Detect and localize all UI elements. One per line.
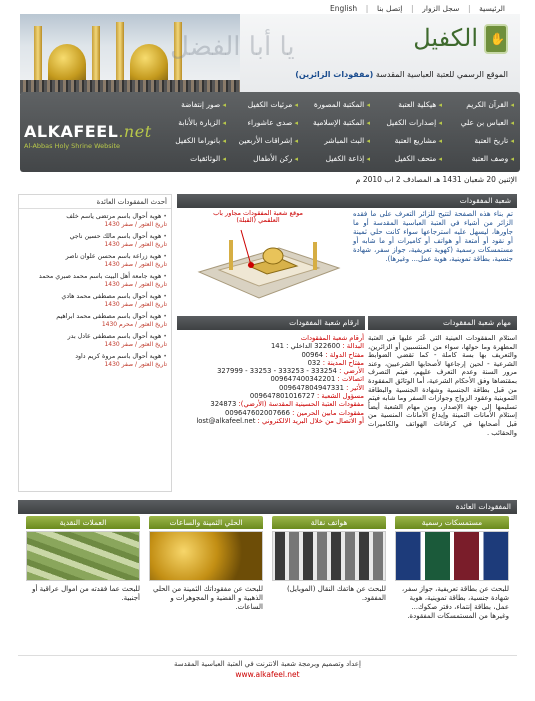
brand-subtitle: Al-Abbas Holy Shrine Website <box>24 142 120 150</box>
contact-label: مفقودات مابين الحرمين : <box>292 408 364 417</box>
list-item[interactable] <box>19 253 171 269</box>
list-item-date: تاريخ العثور / صفر 1430 <box>104 301 167 308</box>
contact-row <box>180 334 364 342</box>
contact-row <box>180 351 364 359</box>
contact-value: 009647804947331 <box>279 383 344 392</box>
tasks-text: استلام المفقودات العينية التي عُثر عليها في العتبة المطهرة وما حولها، سواء من المنتسبين أو الزائرين، والتعريف بها بسة كاملة - كما تقضي الضوابط الشرعية - لحين إرجاعها لأصحابها الشرعيين، وعند مرور السنة وعدم التعرف عليهم، فيتم التصرف بمقتضاها وفق الأحكام الشرعية، أما الوثائق المفقودة من قبل بطاقة الجنسية وشهادة الجنسية والبطاقة التموينية وعقود الزواج وجوازات السفر وما شابه فيتم تسليمها إلى جهة الإصدار، ومن مهام الشعبة أيضاً إستلام الأمانات الثمينة وإيداع الأمانات المنسية من قبل أصحابها في كرفانات الهواتف والكاميرات والحقائب . <box>368 334 517 437</box>
category-card-label[interactable]: هواتف نقالة <box>272 516 386 529</box>
contact-value: 009647602007666 <box>225 408 290 417</box>
latest-items-title: أحدث المفقودات العائدة <box>19 195 171 209</box>
lost-intro-text: تم بناء هذه الصفحة لتتيح للزائر التعرف على ما فقده الزائر من أشياء في العتبة العباسية المقدسة أو ما جاورها، ليسهل عليه استرجاعها سواء كانت حلي ثمينة أو نقود أو أمتعة أو هواتف أو كاميرات أو ما شابه أو مستمسكات رسمية (كهوية تعريفية، جواز سفر، شهادة جنسية، بطاقة تموينية، هوية عمل... وغيرها). <box>353 210 513 263</box>
list-item-title[interactable]: • هوية أحوال باسم مالك حسين ناجي <box>23 233 167 241</box>
list-item[interactable] <box>19 333 171 349</box>
footer-divider <box>18 655 517 656</box>
site-subtitle <box>295 70 508 79</box>
list-item-date: تاريخ العثور / صفر 1430 <box>104 261 167 268</box>
passports-image[interactable] <box>395 531 509 581</box>
menu-item[interactable]: ◂ الوثائقيات <box>154 151 226 166</box>
menu-item[interactable]: ◂ مرئيات الكفيل <box>226 97 298 112</box>
nav-separator: | <box>365 4 369 13</box>
category-card-phones[interactable] <box>272 516 386 651</box>
contact-row <box>180 417 364 425</box>
brand-logo[interactable] <box>24 122 152 150</box>
returned-categories <box>18 516 517 651</box>
list-item-date: تاريخ العثور / صفر 1430 <box>104 281 167 288</box>
menu-item[interactable]: ◂ المكتبة المصورة <box>298 97 370 112</box>
menu-item[interactable]: ◂ مشاريع العتبة <box>370 133 442 148</box>
site-header <box>20 14 520 94</box>
nav-separator: | <box>411 4 414 13</box>
menu-item[interactable]: ◂ ركن الأطفال <box>226 151 298 166</box>
contact-row <box>180 367 364 375</box>
menu-item[interactable]: ◂ إشراقات الأربعين <box>226 133 298 148</box>
list-item-title[interactable]: • هوية أحوال باسم مرتضى ياسم خلف <box>23 213 167 221</box>
contacts-panel <box>180 334 364 492</box>
subtitle-main: الموقع الرسمي للعتبة العباسية المقدسة <box>375 70 508 79</box>
list-item[interactable] <box>19 353 171 369</box>
list-item-date: تاريخ العثور / صفر 1430 <box>104 341 167 348</box>
nav-contact-link[interactable]: إتصل بنا <box>377 4 403 13</box>
minaret-image <box>92 26 100 84</box>
minaret-image <box>34 26 42 84</box>
category-card-currency[interactable] <box>26 516 140 651</box>
category-card-jewelry[interactable] <box>149 516 263 651</box>
menu-item[interactable]: ◂ القرآن الكريم <box>442 97 514 112</box>
list-item[interactable] <box>19 273 171 289</box>
contact-label: الأرضي : <box>339 367 364 376</box>
logo-text: الكفيل <box>413 24 478 52</box>
menu-item[interactable]: ◂ الزيارة بالأنابة <box>154 115 226 130</box>
contact-row <box>180 400 364 408</box>
list-item-title[interactable]: • هوية أحوال باسم مصطفى عادل بدر <box>23 333 167 341</box>
category-card-desc: للبحث عن مفقوداتك الثمينة من الحلي الذهبية و الفضية و المجوهرات و الساعات. <box>153 585 263 611</box>
menu-item[interactable]: ◂ إصدارات الكفيل <box>370 115 442 130</box>
menu-item[interactable]: ◂ صدى عاشوراء <box>226 115 298 130</box>
brand-main: ALKAFEEL <box>24 122 119 141</box>
contact-value: 032 <box>307 358 321 367</box>
list-item-title[interactable]: • هوية أحوال باسم مصطفى محمد هادي <box>23 293 167 301</box>
contact-row <box>180 359 364 367</box>
menu-item[interactable]: ◂ البث المباشر <box>298 133 370 148</box>
menu-item[interactable]: ◂ المكتبة الإسلامية <box>298 115 370 130</box>
list-item[interactable] <box>19 313 171 329</box>
contact-label: اتصالات : <box>337 375 364 384</box>
list-item-date: تاريخ العثور / صفر 1430 <box>104 241 167 248</box>
list-item-date: تاريخ العثور / صفر 1430 <box>104 361 167 368</box>
contact-email-link[interactable]: lost@alkafeel.net <box>196 416 256 425</box>
contact-row <box>180 409 364 417</box>
list-item-title[interactable]: • هوية جامعة أهل البيت باسم محمد صبري محمد <box>23 273 167 281</box>
lost-section <box>177 208 517 312</box>
contact-label: مسؤول الشعبة : <box>316 392 364 401</box>
contact-row <box>180 384 364 392</box>
category-card-label[interactable]: العملات النقدية <box>26 516 140 529</box>
list-item-title[interactable]: • هوية أحوال باسم مروة كريم داود <box>23 353 167 361</box>
nav-guestbook-link[interactable]: سجل الزوار <box>422 4 460 13</box>
menu-item[interactable]: ◂ متحف الكفيل <box>370 151 442 166</box>
brand-net: .net <box>118 122 152 141</box>
category-card-desc: للبحث عن بطاقة تعريفية، جواز سفر، شهادة جنسية، بطاقة تموينية، هوية عمل، بطاقة إنتماء، دفتر صكوك... وغيرها من المستمسكات المفقودة. <box>401 585 509 620</box>
menu-item[interactable]: ◂ وصف العتبة <box>442 151 514 166</box>
main-menu <box>20 92 520 172</box>
shrine-diagram-image <box>189 210 349 310</box>
contact-row <box>180 342 364 350</box>
list-item-title[interactable]: • هوية أحوال باسم مصطفى محمد ابراهيم <box>23 313 167 321</box>
menu-item[interactable]: ◂ إذاعة الكفيل <box>298 151 370 166</box>
category-card-desc: للبحث عما فقدته من اموال عراقية أو أجنبية. <box>32 585 140 602</box>
menu-item[interactable]: ◂ العباس بن علي <box>442 115 514 130</box>
jewelry-image[interactable] <box>149 531 263 581</box>
category-card-label[interactable]: الحلي الثمينة والساعات <box>149 516 263 529</box>
nav-separator: | <box>467 4 471 13</box>
footer-credit: إعداد وتصميم وبرمجة شعبة الانترنت في العتبة العباسية المقدسة <box>174 660 361 668</box>
contact-label: مفتاح الدولة : <box>325 350 364 359</box>
menu-item[interactable]: ◂ هيكلية العتبة <box>370 97 442 112</box>
minaret-image <box>116 22 124 84</box>
menu-grid <box>154 97 514 166</box>
contact-label: مفقودات العتبة الحسينية المقدسة (الأرضي): <box>238 400 364 409</box>
lost-section-title: شعبة المفقودات <box>177 194 517 208</box>
contact-value: 333254 - 333253 - 33253 - 327999 <box>217 367 337 376</box>
contact-label: أرقام شعبة المفقودات <box>300 334 364 342</box>
menu-item[interactable]: ◂ صور إنتفاضة <box>154 97 226 112</box>
contact-value: 00964 <box>301 350 324 359</box>
list-item[interactable] <box>19 293 171 309</box>
contact-row <box>180 375 364 383</box>
contact-value: 009647801016727 <box>249 392 315 401</box>
diagram-caption: موقع شعبة المفقودات مجاور باب العلقمي (القبلة) <box>213 209 303 224</box>
brand-wordmark <box>24 122 152 141</box>
list-item-date: تاريخ العثور / صفر 1430 <box>104 221 167 228</box>
contacts-section-title: ارقام شعبة المفقودات <box>177 316 365 330</box>
site-footer <box>0 660 535 679</box>
list-item-title[interactable]: • هوية زراعة باسم محسن علوان ناصر <box>23 253 167 261</box>
calligraphy-watermark: يا أبا الفضل <box>170 32 295 62</box>
contact-value: 322600 الداخلي : 141 <box>270 342 341 351</box>
currency-image[interactable] <box>26 531 140 581</box>
current-date: الإثنين 20 شعبان 1431 هـ المصادف 2 اب 2010 م <box>355 175 517 184</box>
nav-home-link[interactable]: الرئيسية <box>479 4 505 13</box>
hand-emblem-icon <box>484 24 508 54</box>
contact-label: الأثير : <box>346 383 364 392</box>
menu-item[interactable]: ◂ تاريخ العتبة <box>442 133 514 148</box>
phones-image[interactable] <box>272 531 386 581</box>
list-item-date: تاريخ العثور / محرم 1430 <box>101 321 167 328</box>
category-card-desc: للبحث عن هاتفك النقال (الموبايل) المفقود. <box>286 585 386 602</box>
site-logo[interactable] <box>358 22 508 72</box>
contact-label: البدالة : <box>342 342 364 351</box>
contact-label: مفتاح المدينة : <box>322 358 364 367</box>
contact-value: 324873 <box>210 400 237 409</box>
contact-value: 009647400342201 <box>270 375 336 384</box>
returned-section-title: المفقودات العائدة <box>18 500 517 514</box>
category-card-documents[interactable] <box>395 516 509 651</box>
menu-item[interactable]: ◂ بانوراما الكفيل <box>154 133 226 148</box>
list-item[interactable] <box>19 233 171 249</box>
tasks-section-title: مهام شعبة المفقودات <box>368 316 517 330</box>
location-diagram <box>189 210 349 310</box>
contact-label: أو الاتصال من خلال البريد الالكتروني : <box>257 416 364 425</box>
latest-items-panel <box>18 194 172 492</box>
subtitle-section: (مفقودات الزائرين) <box>295 70 374 79</box>
dome-image <box>48 44 86 84</box>
nav-english-link[interactable]: English <box>330 4 358 13</box>
category-card-label[interactable]: مستمسكات رسمية <box>395 516 509 529</box>
dome-image <box>130 44 168 84</box>
footer-url-link[interactable]: www.alkafeel.net <box>235 670 300 679</box>
list-item[interactable] <box>19 213 171 229</box>
